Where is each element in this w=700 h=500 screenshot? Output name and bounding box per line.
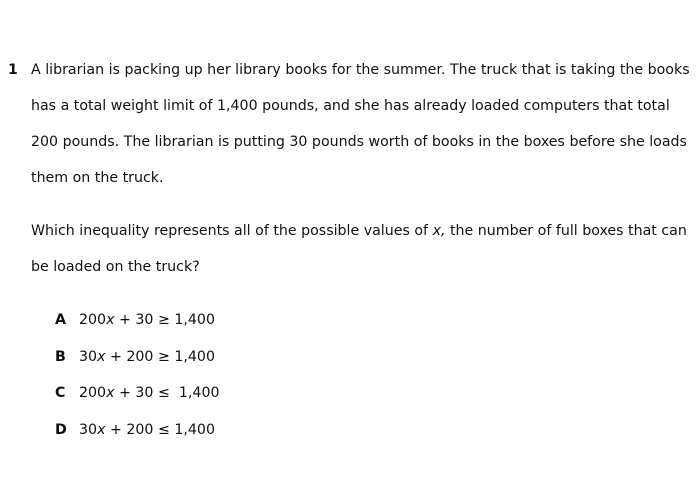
choice-expression: [79, 312, 215, 328]
coefficient: 200: [79, 312, 107, 329]
expression-rest: + 200 ≥ 1,400: [105, 348, 215, 365]
question-prompt: [31, 213, 697, 285]
choice-letter: A: [55, 312, 66, 329]
coefficient: 30: [79, 348, 98, 365]
choice-c[interactable]: [55, 375, 455, 412]
prompt-text-after: the number of full boxes that can be loaded on the truck?: [31, 223, 687, 275]
answer-choices: [55, 302, 455, 448]
variable: x: [97, 421, 106, 438]
variable: x: [97, 348, 106, 365]
choice-a[interactable]: [55, 302, 455, 339]
variable: x: [106, 385, 115, 402]
prompt-variable: x,: [432, 223, 446, 239]
choice-expression: [79, 385, 220, 401]
choice-b[interactable]: [55, 339, 455, 376]
question-number: 1: [8, 62, 18, 78]
choice-d[interactable]: [55, 412, 455, 449]
choice-letter: C: [55, 385, 66, 402]
choice-letter: B: [55, 348, 66, 365]
choice-letter: D: [55, 421, 67, 438]
expression-rest: + 30 ≤ 1,400: [114, 385, 220, 402]
coefficient: 200: [79, 385, 107, 402]
choice-expression: [79, 349, 215, 365]
prompt-text-before: Which inequality represents all of the possible values of: [31, 223, 433, 239]
variable: x: [106, 312, 115, 329]
question-stem: A librarian is packing up her library books for the summer. The truck that is taking the books has a total weight limit of 1,400 pounds, and she has already loaded computers that total 200 pounds. The librarian is putting 30 pounds worth of books in the boxes before she loads them on the truck.: [31, 62, 690, 186]
choice-expression: [79, 422, 215, 438]
coefficient: 30: [79, 421, 98, 438]
expression-rest: + 30 ≥ 1,400: [114, 312, 215, 329]
expression-rest: + 200 ≤ 1,400: [105, 421, 215, 438]
